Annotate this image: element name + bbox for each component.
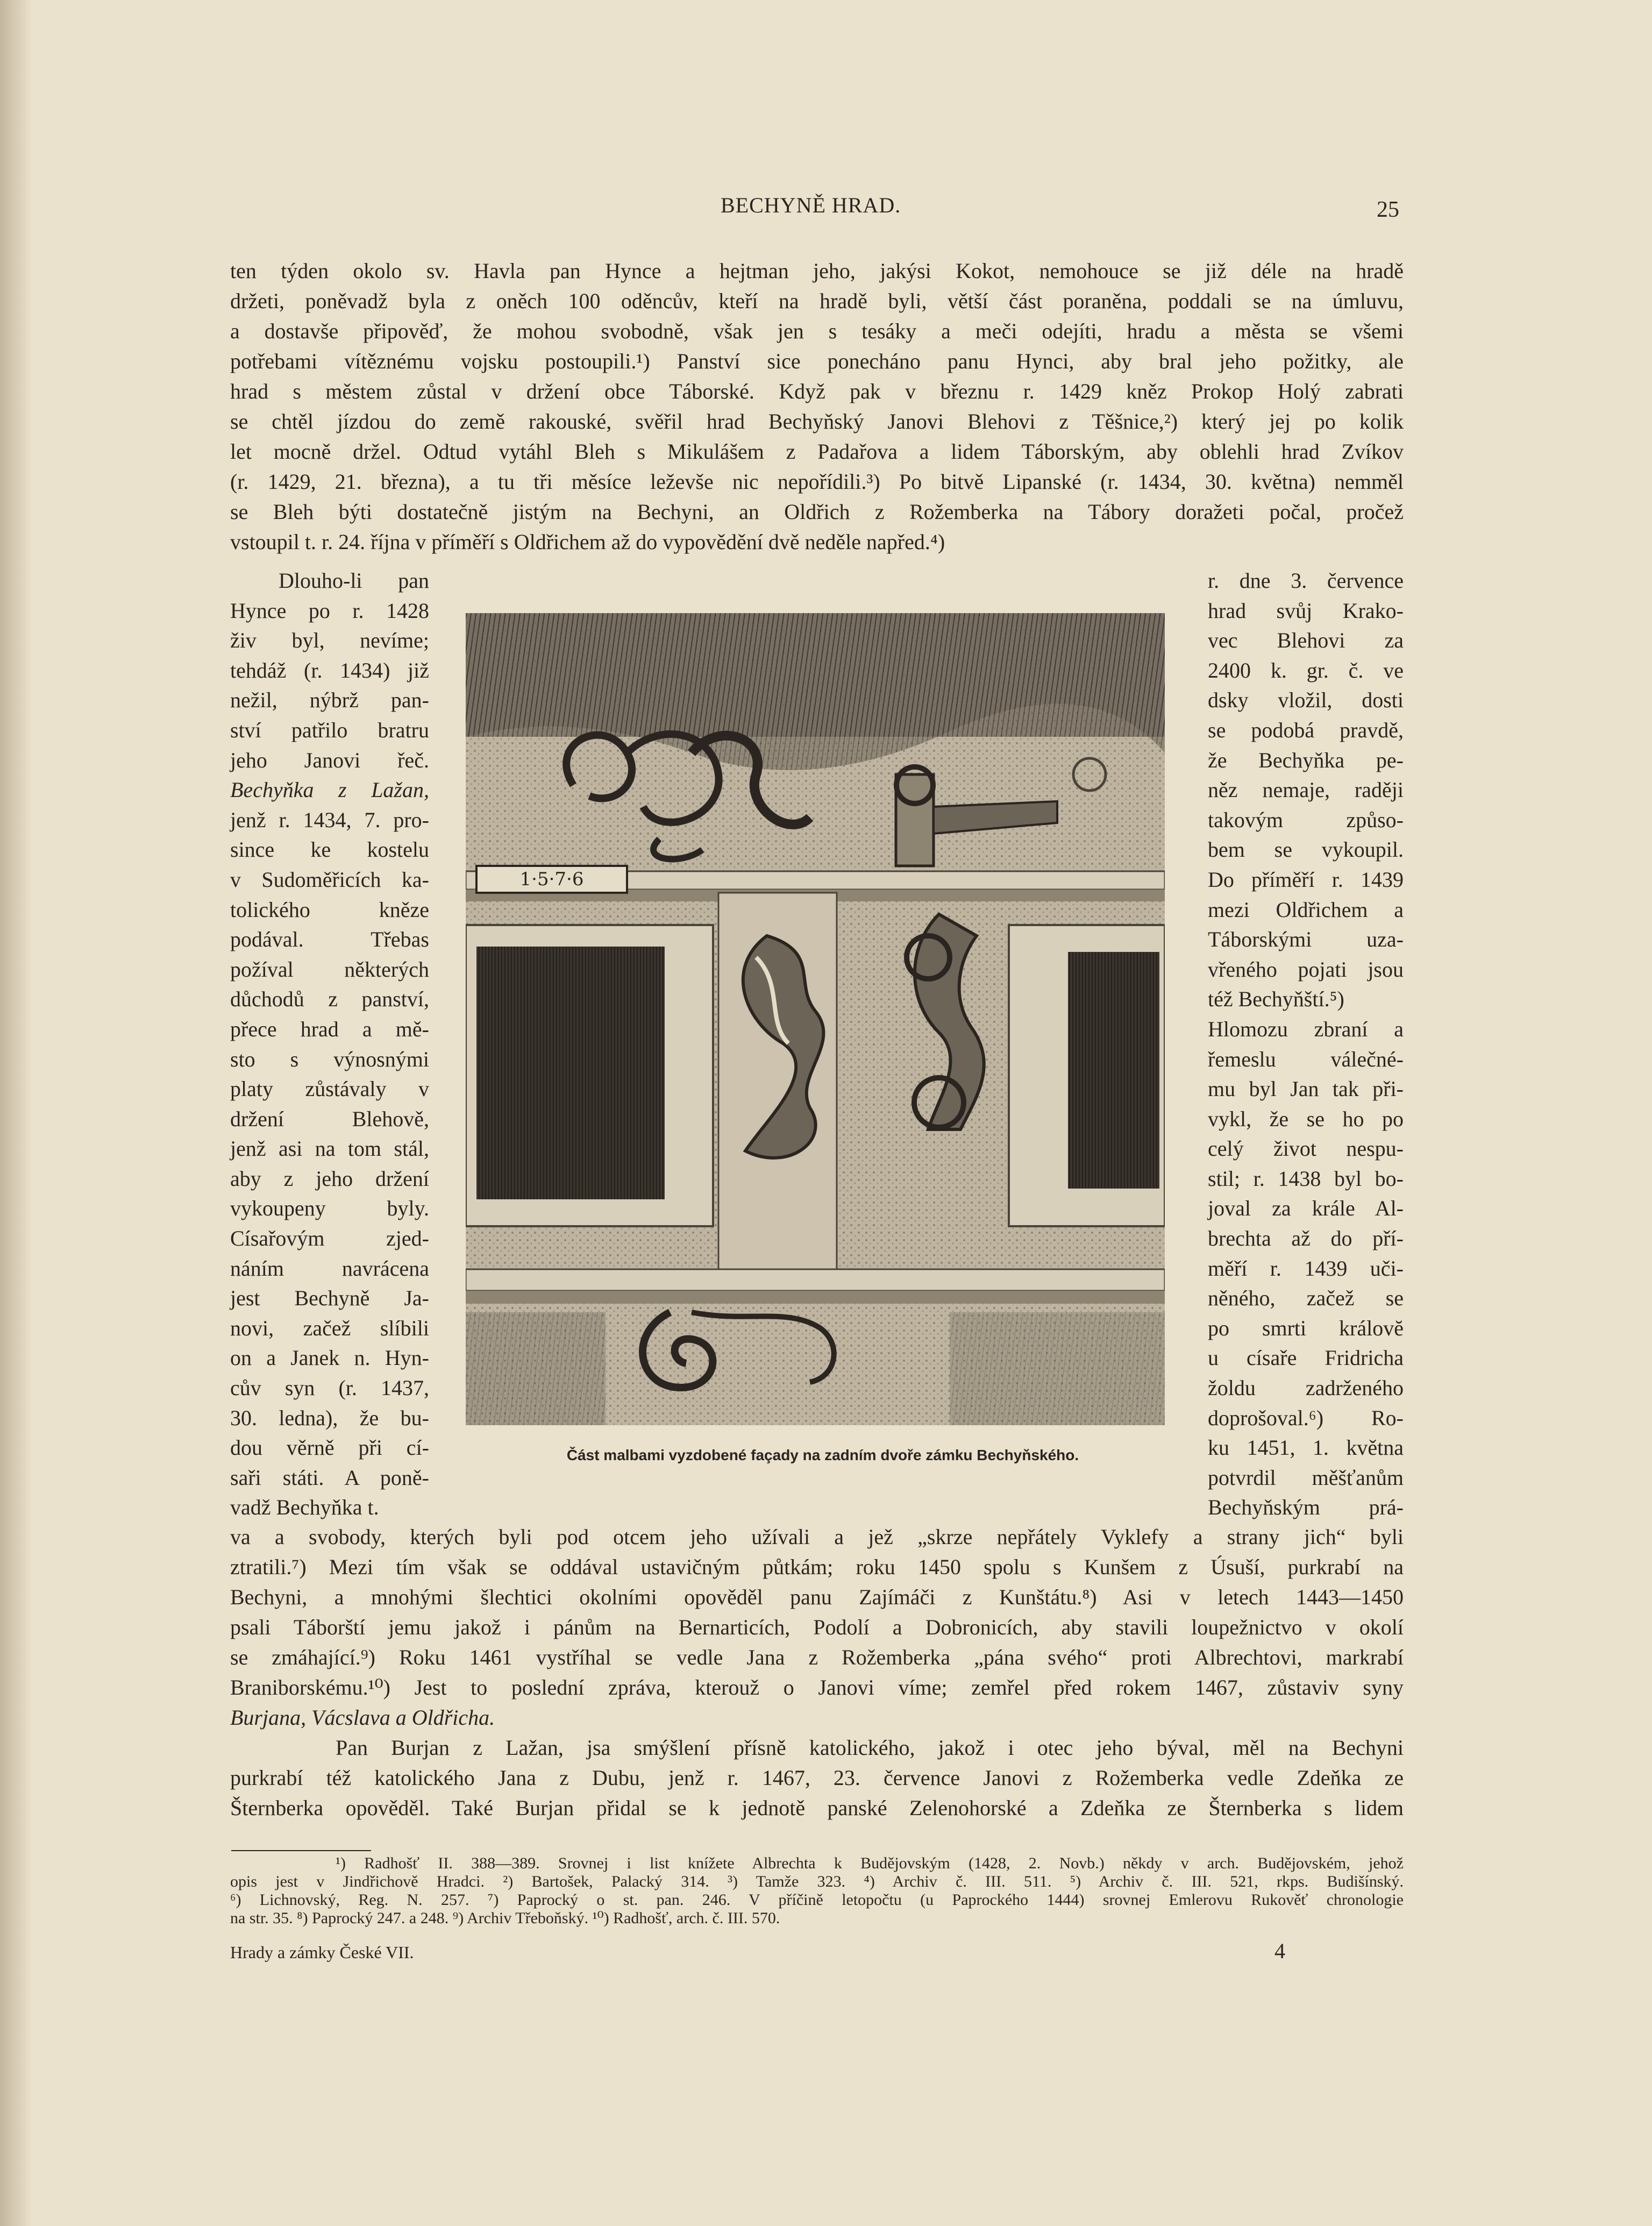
text-line: Burjana, Vácslava a Oldřicha.: [230, 1705, 495, 1730]
footnote-rule: [231, 1850, 371, 1851]
text-line: něz nemaje, raději: [1208, 778, 1404, 802]
text-line: va a svobody, kterých byli pod otcem jeho užívali a jež „skrze nepřátely Vyklefy a strany jich“ byli: [230, 1525, 1404, 1549]
right-text-column: [1208, 566, 1404, 1523]
text-line: mezi Oldřichem a: [1208, 897, 1404, 922]
text-line: aby z jeho držení: [230, 1166, 429, 1191]
text-line: dou věrně při cí-: [230, 1435, 429, 1460]
text-line: držeti, poněvadž byla z oněch 100 oděncův, kteří na hradě byli, větší část poraněna, poddali se na úmluvu,: [230, 289, 1404, 313]
text-line: purkrabí též katolického Jana z Dubu, jenž r. 1467, 23. července Janovi z Rožemberka vedle Zdeňka ze: [230, 1766, 1404, 1790]
text-line: náním navrácena: [230, 1256, 429, 1281]
text-line: stil; r. 1438 byl bo-: [1208, 1166, 1404, 1191]
text-line: vstoupil t. r. 24. října v příměří s Oldřichem až do vypovědění dvě neděle napřed.⁴): [230, 530, 945, 554]
text-line: Hlomozu zbraní a: [1208, 1016, 1404, 1041]
footnote-line: ⁶) Lichnovský, Reg. N. 257. ⁷) Paprocký o st. pan. 246. V příčině letopočtu (u Paprockého 1444) srovnej Emlerovu Rukověť chronologie: [230, 1891, 1404, 1909]
facade-illustration: [466, 613, 1165, 1425]
text-line: přece hrad a mě-: [230, 1016, 429, 1041]
figure-caption: Část malbami vyzdobené façady na zadním dvoře zámku Bechyňského.: [566, 1447, 1079, 1463]
text-line: Pan Burjan z Lažan, jsa smýšlení přísně katolického, jakož i otec jeho býval, měl na Bechyni: [336, 1736, 1404, 1760]
text-line: dsky vložil, dosti: [1208, 688, 1404, 713]
text-line: joval za krále Al-: [1208, 1196, 1404, 1221]
text-line: vec Blehovi za: [1208, 628, 1404, 653]
text-line: brechta až do pří-: [1208, 1226, 1404, 1251]
text-line: takovým způso-: [1208, 807, 1404, 832]
footnote-line: ¹) Radhošť II. 388—389. Srovnej i list knížete Albrechta k Budějovským (1428, 2. Novb.) někdy v arch. Budějovském, jehož: [336, 1854, 1404, 1872]
text-line: 2400 k. gr. č. ve: [1208, 658, 1404, 682]
text-line: ten týden okolo sv. Havla pan Hynce a hejtman jeho, jakýsi Kokot, nemohouce se již déle na hradě: [230, 259, 1404, 283]
engraving-image: [466, 613, 1165, 1425]
text-line: vykl, že se ho po: [1208, 1106, 1404, 1131]
text-line: jenž asi na tom stál,: [230, 1136, 429, 1161]
text-line: novi, začež slíbili: [230, 1315, 429, 1340]
text-line: něného, začež se: [1208, 1286, 1404, 1311]
text-line: se chtěl jízdou do země rakouské, svěřil hrad Bechyňský Janovi Blehovi z Těšnice,²) který jej po kolik: [230, 409, 1404, 433]
text-line: se zmáhající.⁹) Roku 1461 vystříhal se vedle Jana z Rožemberka „pána svého“ proti Albrechtovi, markrabí: [230, 1645, 1404, 1669]
text-line: tolického kněze: [230, 897, 429, 922]
text-line: tehdáž (r. 1434) již: [230, 658, 429, 682]
text-line: doprošoval.⁶) Ro-: [1208, 1405, 1404, 1430]
text-line: jenž r. 1434, 7. pro-: [230, 807, 429, 832]
text-line: potřebami vítěznému vojsku postoupili.¹) Panství sice ponecháno panu Hynci, aby bral jeho požitky, ale: [230, 349, 1404, 373]
text-line: vykoupeny byly.: [230, 1196, 429, 1221]
text-line: vadž Bechyňka t.: [230, 1495, 379, 1520]
book-title-footer: Hrady a zámky České VII.: [230, 1943, 414, 1962]
text-line: nežil, nýbrž pan-: [230, 688, 429, 713]
text-line: držení Blehově,: [230, 1106, 429, 1131]
text-line: 30. ledna), že bu-: [230, 1405, 429, 1430]
text-line: u císaře Fridricha: [1208, 1346, 1404, 1370]
text-line: sto s výnosnými: [230, 1047, 429, 1071]
text-line: let mocně držel. Odtud vytáhl Bleh s Mikulášem z Padařova a lidem Táborským, aby oblehli hrad Zvíkov: [230, 439, 1404, 464]
intro-paragraph: [230, 256, 1404, 557]
text-line: potvrdil měšťanům: [1208, 1465, 1404, 1490]
text-line: hrad svůj Krako-: [1208, 598, 1404, 623]
text-line: ství patřilo bratru: [230, 717, 429, 742]
text-line: mu byl Jan tak při-: [1208, 1077, 1404, 1101]
text-line: v Sudoměřicích ka-: [230, 867, 429, 892]
text-line: řemeslu válečné-: [1208, 1047, 1404, 1071]
text-line: Hynce po r. 1428: [230, 598, 429, 623]
text-line: Bechyňským prá-: [1208, 1495, 1404, 1520]
text-line: Táborskými uza-: [1208, 927, 1404, 952]
text-line: jest Bechyně Ja-: [230, 1286, 429, 1311]
text-line: Šternberka opověděl. Také Burjan přidal se k jednotě panské Zelenohorské a Zdeňka ze Šternberka s lidem: [230, 1796, 1404, 1820]
text-line: se Bleh býti dostatečně jistým na Bechyni, an Oldřich z Rožemberka na Tábory doražeti počal, pročež: [230, 500, 1404, 524]
text-line: Dlouho-li pan: [279, 568, 429, 593]
text-line: a dostavše připověď, že mohou svobodně, však jen s tesáky a meči odejíti, hradu a města se všemi: [230, 319, 1404, 343]
text-line: bem se vykoupil.: [1208, 837, 1404, 862]
text-line: též Bechyňští.⁵): [1208, 987, 1344, 1012]
text-line: důchodů z panství,: [230, 987, 429, 1012]
text-line: že Bechyňka pe-: [1208, 748, 1404, 772]
running-header: BECHYNĚ HRAD.: [721, 193, 901, 217]
text-line: požíval některých: [230, 957, 429, 982]
text-line: cův syn (r. 1437,: [230, 1376, 429, 1400]
text-line: podával. Třebas: [230, 927, 429, 952]
text-line: ztratili.⁷) Mezi tím však se oddával ustavičným půtkám; roku 1450 spolu s Kunšem z Úsuší, purkrabí na: [230, 1555, 1404, 1579]
footnotes: [230, 1854, 1404, 1928]
footnote-line: na str. 35. ⁸) Paprocký 247. a 248. ⁹) Archiv Třeboňský. ¹⁰) Radhošť, arch. č. III. 570.: [230, 1909, 780, 1927]
page-number: 25: [1377, 197, 1399, 222]
text-line: žoldu zadrženého: [1208, 1376, 1404, 1400]
text-line: celý život nespu-: [1208, 1136, 1404, 1161]
text-line: hrad s městem zůstal v držení obce Táborské. Když pak v březnu r. 1429 kněz Prokop Holý zabrati: [230, 379, 1404, 403]
text-line: ku 1451, 1. května: [1208, 1435, 1404, 1460]
text-line: se podobá pravdě,: [1208, 717, 1404, 742]
burjan-paragraph: [230, 1733, 1404, 1823]
text-line: psali Táborští jemu jakož i pánům na Bernarticích, Podolí a Dobronicích, aby stavili loupežnictvo v okolí: [230, 1615, 1404, 1639]
text-line: Císařovým zjed-: [230, 1226, 429, 1251]
text-line: živ byl, nevíme;: [230, 628, 429, 653]
text-line: Bechyňka z Lažan,: [230, 778, 429, 802]
text-line: Do příměří r. 1439: [1208, 867, 1404, 892]
text-line: Braniborskému.¹⁰) Jest to poslední zpráva, kterouž o Janovi víme; zemřel před rokem 1467, zůstaviv syny: [230, 1675, 1404, 1699]
signature-mark: 4: [1274, 1939, 1285, 1963]
text-line: platy zůstávaly v: [230, 1077, 429, 1101]
text-line: on a Janek n. Hyn-: [230, 1346, 429, 1370]
text-line: since ke kostelu: [230, 837, 429, 862]
text-line: vřeného pojati jsou: [1208, 957, 1404, 982]
date-inscription: 1·5·7·6: [519, 869, 584, 890]
text-line: jeho Janovi řeč.: [230, 748, 429, 772]
continuation-paragraph: [230, 1522, 1404, 1733]
text-line: r. dne 3. července: [1208, 568, 1404, 593]
footnote-line: opis jest v Jindřichově Hradci. ²) Bartošek, Palacký 314. ³) Tamže 323. ⁴) Archiv č. III. 511. ⁵) Archiv č. III. 521, rkps. Budišínský.: [230, 1873, 1404, 1890]
left-text-column: [230, 566, 429, 1523]
text-line: Bechyni, a mnohými šlechtici okolními opověděl panu Zajímáči z Kunštátu.⁸) Asi v letech 1443—1450: [230, 1585, 1404, 1609]
text-line: měří r. 1439 uči-: [1208, 1256, 1404, 1281]
text-line: (r. 1429, 21. března), a tu tři měsíce leževše nic nepořídili.³) Po bitvě Lipanské (r. 1434, 30. května) nemměl: [230, 470, 1404, 494]
text-line: saři státi. A poně-: [230, 1465, 429, 1490]
text-line: po smrti královĕ: [1208, 1315, 1404, 1340]
